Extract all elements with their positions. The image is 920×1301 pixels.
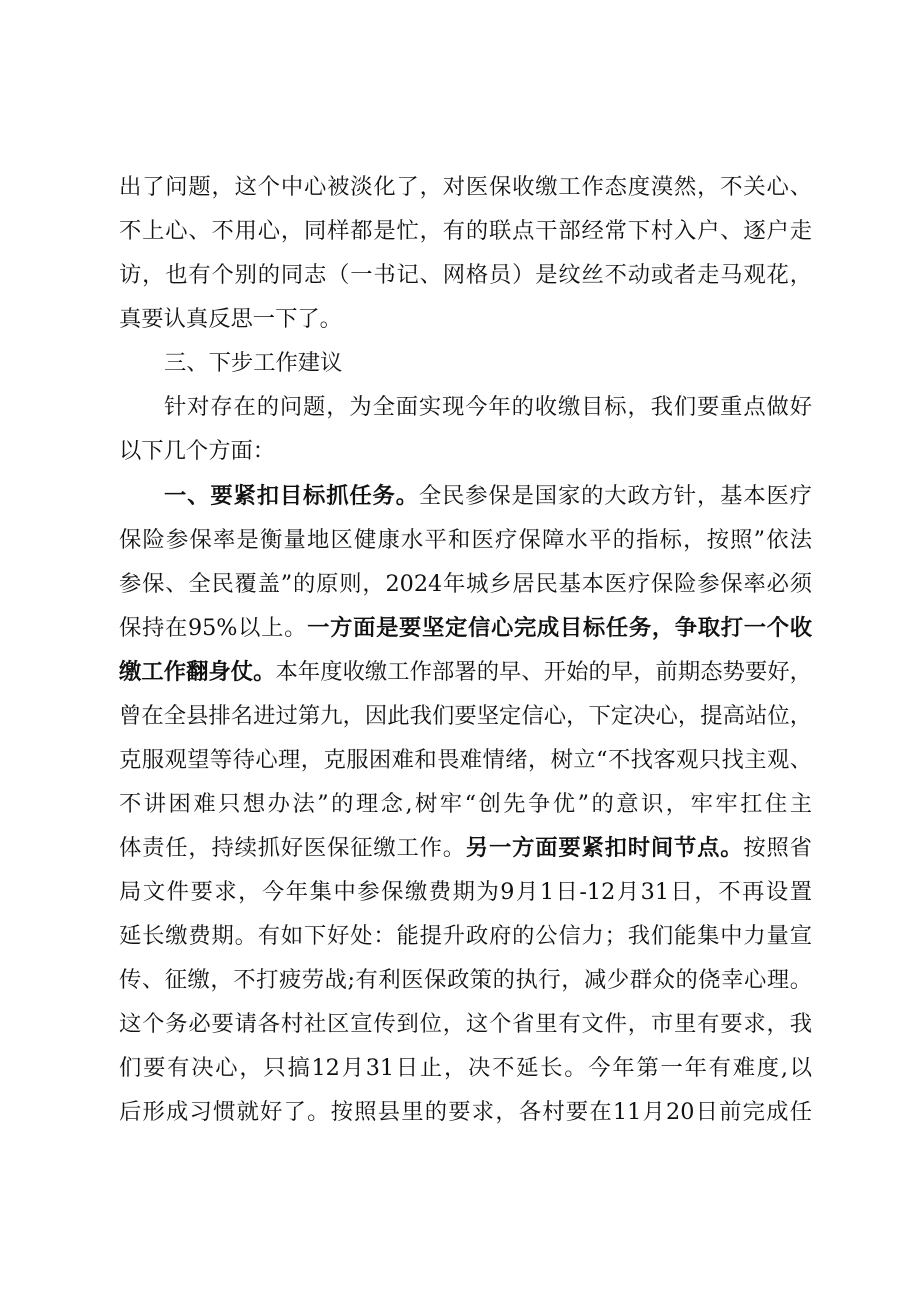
text-line: 真要认真反思一下了。 (119, 306, 342, 332)
text-run: 体责任，持续抓好医保征缴工作。 (119, 835, 466, 861)
text-line: 曾在全县排名进过第九，因此我们要坚定信心，下定决心，提高站位， (119, 703, 812, 729)
text-run: 按照省 (743, 835, 812, 861)
text-line: 后形成习惯就好了。按照县里的要求，各村要在11月20日前完成任 (119, 1099, 812, 1125)
text-line (119, 828, 812, 868)
text-line (119, 608, 812, 648)
text-line (164, 476, 812, 516)
text-line: 参保、全民覆盖”的原则，2024年城乡居民基本医疗保险参保率必须 (119, 571, 812, 597)
text-run: 本年度收缴工作部署的早、开始的早，前期态势要好， (275, 659, 812, 685)
bold-run: 另一方面要紧扣时间节点。 (465, 835, 744, 861)
text-line: 不讲困难只想办法”的理念,树牢“创先争优”的意识，牢牢扛住主 (119, 791, 812, 817)
bold-lead: 一、要紧扣目标抓任务。 (164, 483, 419, 509)
text-line: 们要有决心，只搞12月31日止，决不延长。今年第一年有难度,以 (119, 1055, 812, 1081)
text-line: 出了问题，这个中心被淡化了，对医保收缴工作态度漠然，不关心、 (119, 174, 812, 200)
bold-run: 缴工作翻身仗。 (119, 659, 276, 685)
text-line: 克服观望等待心理，克服困难和畏难情绪，树立“不找客观只找主观、 (119, 747, 812, 773)
text-line: 以下几个方面： (119, 438, 276, 464)
text-line (119, 652, 812, 692)
text-line: 针对存在的问题，为全面实现今年的收缴目标，我们要重点做好 (164, 394, 812, 420)
text-line: 不上心、不用心，同样都是忙，有的联点干部经常下村入户、逐户走 (119, 218, 812, 244)
text-line: 这个务必要请各村社区宣传到位，这个省里有文件，市里有要求，我 (119, 1011, 812, 1037)
text-run: 全民参保是国家的大政方针，基本医疗 (418, 483, 812, 509)
bold-run: 一方面是要坚定信心完成目标任务，争取打一个收 (307, 615, 812, 641)
text-line: 传、征缴，不打疲劳战;有利医保政策的执行，减少群众的侥幸心理。 (119, 967, 812, 993)
text-run: 保持在95%以上。 (119, 615, 308, 641)
text-line: 局文件要求，今年集中参保缴费期为9月1日-12月31日，不再设置 (119, 879, 812, 905)
text-line: 延长缴费期。有如下好处：能提升政府的公信力；我们能集中力量宣 (119, 923, 812, 949)
text-line: 保险参保率是衡量地区健康水平和医疗保障水平的指标，按照”依法 (119, 527, 812, 553)
section-heading: 三、下步工作建议 (164, 350, 343, 376)
text-line: 访，也有个别的同志（一书记、网格员）是纹丝不动或者走马观花， (119, 262, 812, 288)
